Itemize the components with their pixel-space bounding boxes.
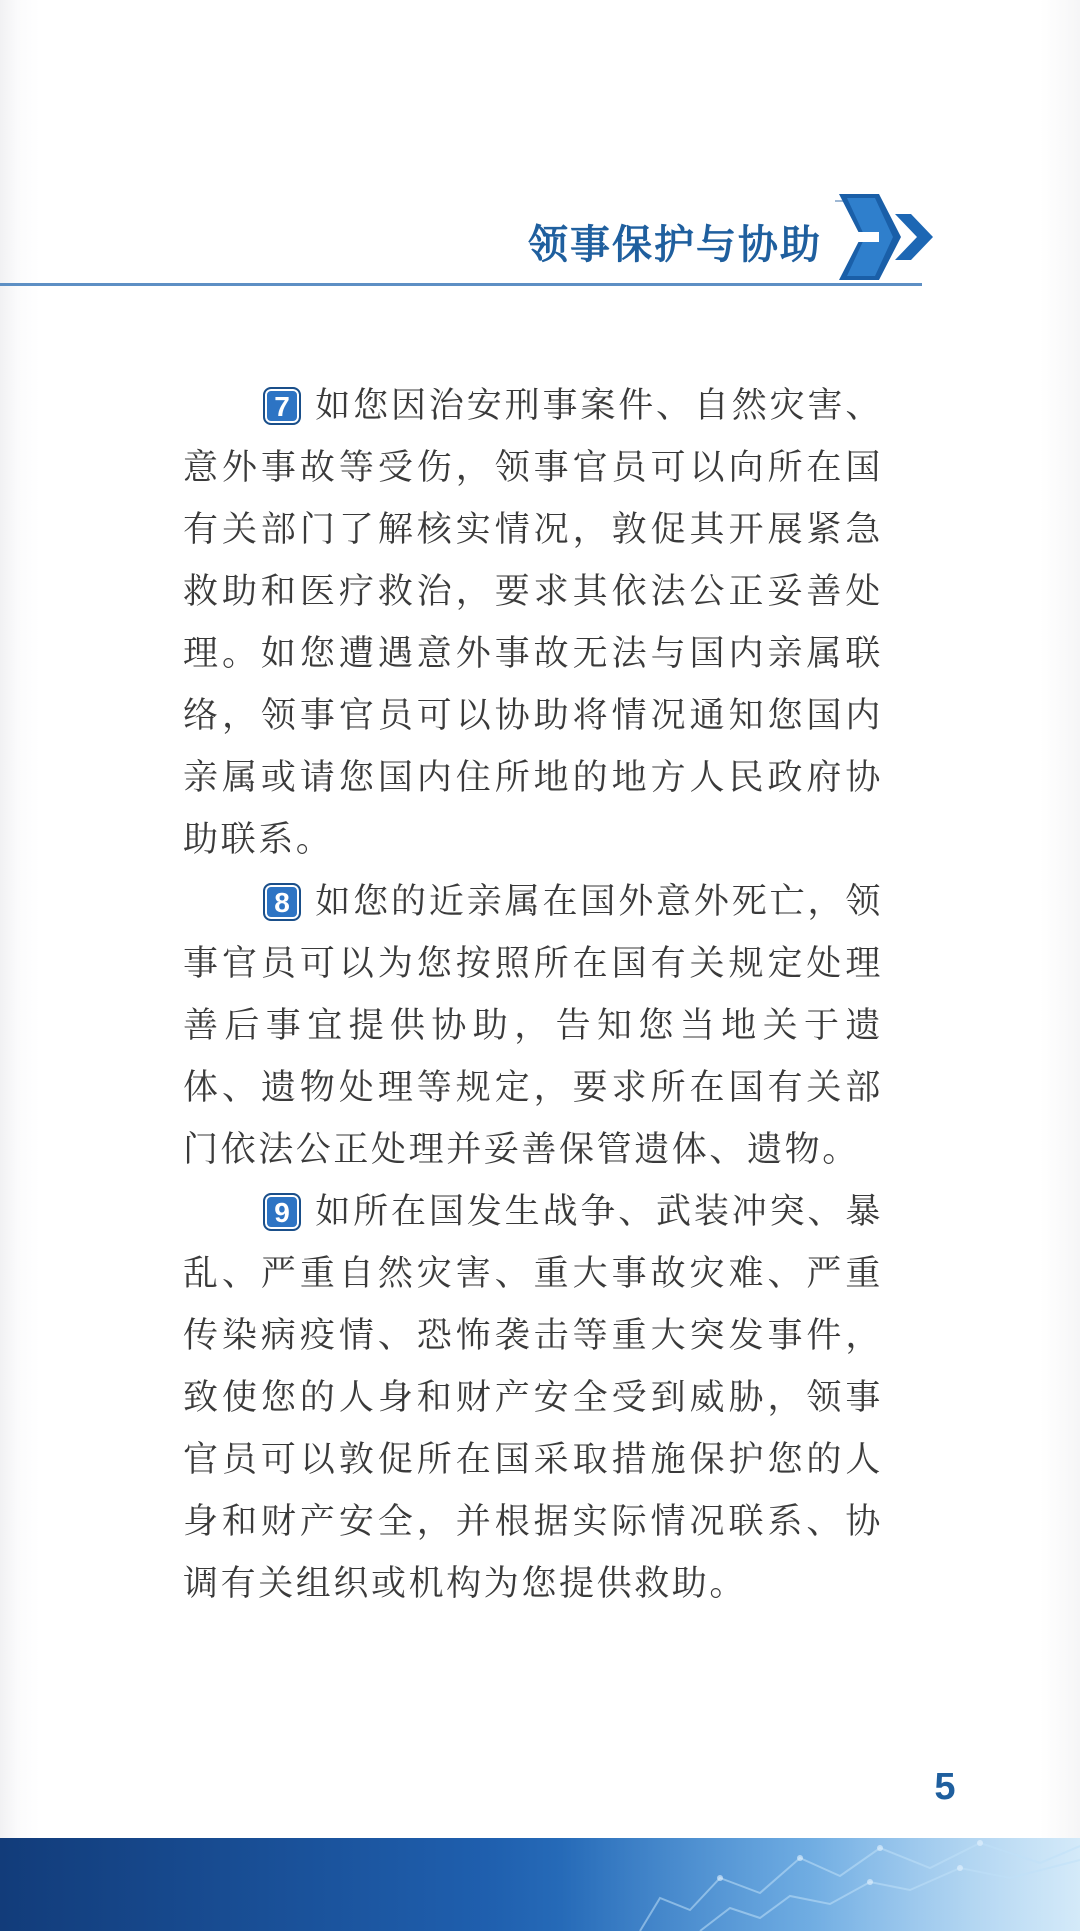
footer-decorative-band [0,1838,1080,1931]
section-title: 领事保护与协助 [528,222,822,268]
number-badge-7: 7 [263,387,301,425]
paragraph-7 [183,375,883,871]
page-number: 5 [934,1766,956,1808]
paragraph-9 [183,1181,883,1615]
number-badge-8: 8 [263,883,301,921]
double-chevron-icon [835,192,940,282]
article-body [183,375,883,1615]
number-badge-9: 9 [263,1193,301,1231]
paragraph-text: 如您的近亲属在国外意外死亡，领事官员可以为您按照所在国有关规定处理善后事宜提供协助，告知您当地关于遗体、遗物处理等规定，要求所在国有关部门依法公正处理并妥善保管遗体、遗物。 [183,882,883,1170]
paragraph-8 [183,871,883,1181]
paragraph-text: 如您因治安刑事案件、自然灾害、意外事故等受伤，领事官员可以向所在国有关部门了解核实情况，敦促其开展紧急救助和医疗救治，要求其依法公正妥善处理。如您遭遇意外事故无法与国内亲属联络，领事官员可以协助将情况通知您国内亲属或请您国内住所地的地方人民政府协助联系。 [183,386,883,860]
paragraph-text: 如所在国发生战争、武装冲突、暴乱、严重自然灾害、重大事故灾难、严重传染病疫情、恐怖袭击等重大突发事件，致使您的人身和财产安全受到威胁，领事官员可以敦促所在国采取措施保护您的人身和财产安全，并根据实际情况联系、协调有关组织或机构为您提供救助。 [183,1192,883,1604]
header-divider [0,283,922,286]
